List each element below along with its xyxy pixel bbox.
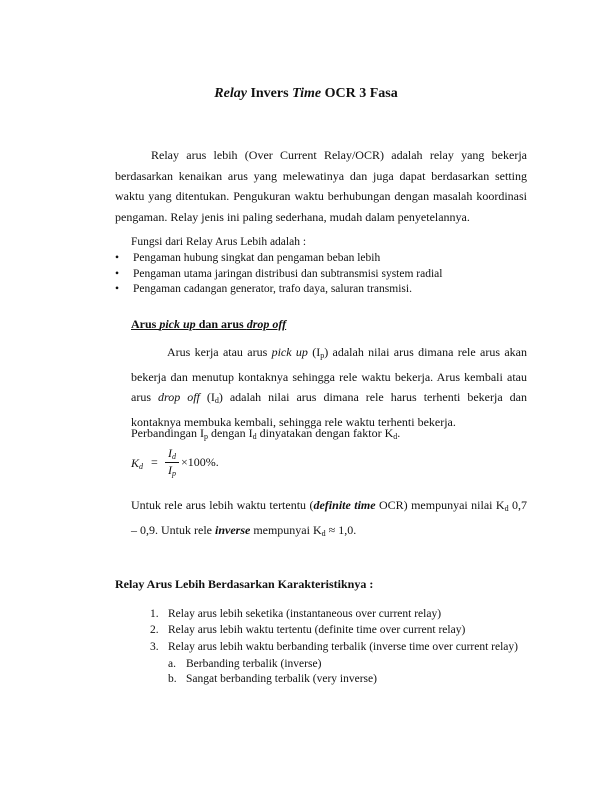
text-run: Arus kerja atau arus <box>167 345 272 359</box>
subscript: p <box>203 432 208 441</box>
list-item: • Pengaman utama jaringan distribusi dan subtransmisi system radial <box>115 267 442 283</box>
bold-italic-definite-time: definite time <box>313 498 376 512</box>
formula-denominator <box>165 463 179 478</box>
text-run: ) adalah nilai arus dimana rele arus akan bekerja dan menutup kontaknya sehingga rele waktu bekerja. Arus kembali atau arus <box>131 345 527 404</box>
bold-italic-inverse: inverse <box>214 522 251 537</box>
list-item-text: Relay arus lebih waktu berbanding terbalik (inverse time over current relay) <box>168 641 518 653</box>
subscript: d <box>214 396 219 405</box>
functions-list <box>115 251 442 298</box>
functions-lead: Fungsi dari Relay Arus Lebih adalah : <box>131 236 307 248</box>
list-item: • Pengaman hubung singkat dan pengaman beban lebih <box>115 251 442 267</box>
subscript: p <box>172 469 176 478</box>
text-run: dengan I <box>207 426 253 440</box>
text-run: OCR) mempunyai nilai K <box>375 498 505 512</box>
subheading-text: Arus <box>131 317 160 331</box>
title-text-invers: Invers <box>246 86 293 101</box>
list-number: 2. <box>150 624 159 636</box>
text-run: Perbandingan I <box>131 426 204 440</box>
text-run: dinyatakan dengan faktor K <box>256 426 394 440</box>
list-item-text: Relay arus lebih waktu tertentu (definite time over current relay) <box>168 624 466 636</box>
subheading-text: dan arus <box>195 317 247 331</box>
formula-equals: = <box>151 455 158 469</box>
text-run: Untuk rele arus lebih waktu tertentu ( <box>131 498 314 512</box>
subscript: d <box>139 462 144 471</box>
subheading-italic-pickup: pick up <box>159 317 196 331</box>
text-run: (I <box>199 390 215 404</box>
section-heading: Relay Arus Lebih Berdasarkan Karakteristiknya : <box>115 577 374 591</box>
subscript: d <box>252 432 257 441</box>
title-italic-time: Time <box>292 86 322 101</box>
relay-types-list <box>150 606 527 687</box>
text-run: (I <box>307 345 321 359</box>
list-number: 3. <box>150 641 159 653</box>
ratio-line <box>131 426 400 441</box>
subscript: d <box>172 452 176 461</box>
title-text-ocr: OCR 3 Fasa <box>321 86 398 101</box>
text-run: . <box>397 426 401 440</box>
subscript: d <box>393 432 398 441</box>
italic-dropoff: drop off <box>157 390 200 404</box>
text-run: ) adalah nilai arus dimana rele harus terhenti bekerja dan kontaknya membuka kembali, sehingga rele waktu terhenti bekerja. <box>131 390 527 429</box>
list-item: • Pengaman cadangan generator, trafo daya, saluran transmisi. <box>115 282 442 298</box>
subscript: p <box>320 351 325 360</box>
list-letter: b. <box>168 673 177 685</box>
subheading-italic-dropoff: drop off <box>246 317 287 331</box>
list-item <box>168 657 527 672</box>
pickup-paragraph <box>131 342 527 432</box>
pickup-dropoff-heading <box>131 317 286 332</box>
list-item-text: Berbanding terbalik (inverse) <box>186 658 322 670</box>
title-italic-relay: Relay <box>214 86 247 101</box>
formula-numerator <box>165 446 179 461</box>
list-letter: a. <box>168 658 176 670</box>
page-title <box>0 86 612 102</box>
text-run: ≈ 1,0. <box>325 522 357 537</box>
subscript: d <box>321 528 326 538</box>
text-run: 0,7 – 0,9. Untuk rele <box>131 498 527 537</box>
numerator-symbol: I <box>168 446 172 460</box>
note-paragraph <box>131 495 527 544</box>
kd-formula <box>131 446 331 480</box>
list-item-text: Sangat berbanding terbalik (very inverse) <box>186 673 377 685</box>
list-number: 1. <box>150 608 159 620</box>
formula-lhs-symbol: K <box>131 456 140 470</box>
list-item <box>150 606 527 622</box>
list-item <box>168 672 527 687</box>
formula-lhs <box>131 456 143 471</box>
list-item-text: Relay arus lebih seketika (instantaneous over current relay) <box>168 608 442 620</box>
relay-subtypes-list <box>168 657 527 687</box>
list-item <box>150 622 527 638</box>
formula-multiplier: ×100%. <box>181 455 219 469</box>
text-run: mempunyai K <box>250 522 322 537</box>
denominator-symbol: I <box>168 463 172 477</box>
italic-pickup: pick up <box>271 345 308 359</box>
subscript: d <box>504 504 509 513</box>
list-item <box>150 638 527 687</box>
intro-paragraph: Relay arus lebih (Over Current Relay/OCR) adalah relay yang bekerja berdasarkan kenaikan arus yang melewatinya dan juga dapat berdasarkan setting waktu yang ditentukan. Pengukuran waktu berhubungan dengan masalah koordinasi pengaman. Relay jenis ini paling sederhana, mudah dalam penyetelannya. <box>115 148 527 224</box>
